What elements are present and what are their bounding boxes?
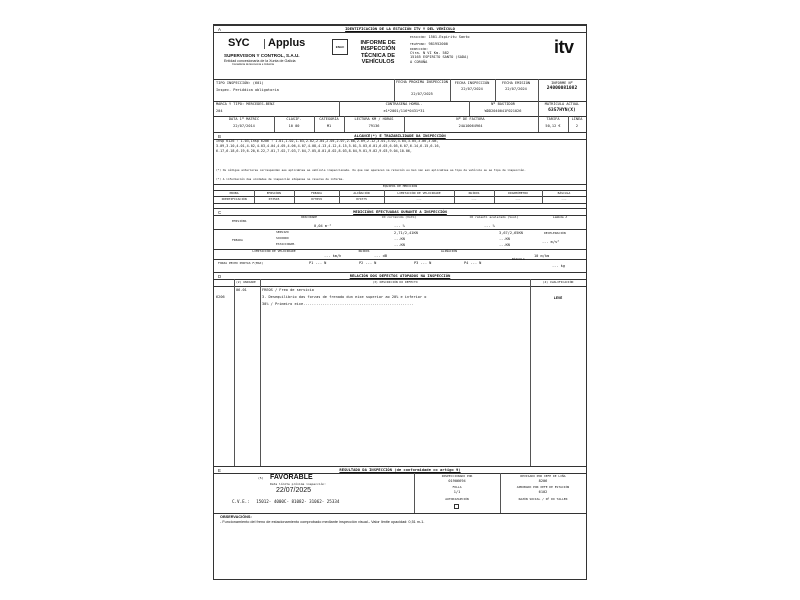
scope-line: 3.09,3.10,4.01,4.02,4.03,4.04,4.05,4.06,4.07,4.08,4.13,4.12,4.15,5.01,5.03,6.01,6.03,6.05,6.07,6.14,6.15,6.16, (216, 144, 441, 148)
logo-divider (264, 39, 265, 49)
equip-header: ALIÑACIÓN (353, 190, 370, 195)
opacity-label: OPACIDADE (300, 215, 318, 219)
next-date-value: 22/07/2025 (276, 487, 312, 494)
divider (494, 190, 495, 203)
enac-seal-icon (332, 39, 348, 55)
insp-type-label: TIPO INSPECCIÓN: (601) (216, 81, 264, 85)
force-value: P3 --- N (414, 261, 432, 265)
postal-value: 15165 ESPIRITO SANTO (SADA) (410, 55, 469, 60)
co-ralenti-label: CO ralentí acelerado (%vol) (469, 215, 519, 219)
reviewed-value: 8206 (538, 479, 548, 483)
approved-label: APROBADO POR XEFE DE ESTACIÓN (516, 485, 570, 489)
insp-date-label: FECHA INSPECCIÓN (454, 81, 490, 85)
next-insp-label: FECHA PRÓXIMA INSPECCIÓN (396, 80, 448, 84)
service-value-rear: 3,67/2,65KN (499, 231, 523, 235)
force-value: P4 --- N (464, 261, 482, 265)
vin-label: Nº BASTIDOR (491, 102, 515, 106)
homol-label: CONTRASEÑA HOMOL. (385, 102, 423, 106)
section-e-bar (214, 466, 586, 474)
sheet-value: 1/1 (453, 490, 461, 494)
defect-insp-code: 6206 (216, 295, 225, 299)
service-value-front: 2,71/2,41KN (394, 231, 418, 235)
company-subtitle: Entidad concesionaria de la Xunta de Galicia (224, 59, 296, 63)
line-value: 2 (575, 124, 579, 128)
scope-note: (*) Os códigos anteriores corresponden aos aplicables ao vehículo inspeccionado. Os que non aparecen na relación ou ben non son aplicables ao tipo de vehículo ou ao tipo de inspección. (216, 168, 526, 172)
issue-date-value: 22/07/2024 (505, 87, 527, 91)
service-label: SERVIZO (276, 230, 289, 234)
result-value: FAVORABLE (270, 474, 313, 481)
divider (234, 279, 235, 467)
noise-value: --- dB (374, 254, 387, 258)
equip-header: PROBA (229, 190, 239, 195)
noise-label: RUÍDOS (358, 249, 370, 253)
report-title: INFORME DE INSPECCIÓN TÉCNICA DE VEHÍCULOS (360, 40, 396, 66)
emissions-label: EMISIÓNS (232, 219, 247, 223)
defect-line: 3. Desequilibrio das forzas de frenado dun eixe superior ao 20% e inferior o (262, 295, 427, 299)
sheet-label: FOLLA (452, 485, 462, 489)
divider (254, 190, 255, 203)
equip-cell: 073545 (268, 197, 280, 201)
invoice-label: Nº DE FACTURA (456, 117, 485, 121)
equip-header: BÁSCULA (557, 190, 571, 195)
cve-value: 15012- 4000C- 81082- 31062- 25334 (256, 499, 340, 504)
opacity-value: 0,04 m⁻¹ (314, 224, 332, 228)
equip-row-label: IDENTIFICACIÓN (221, 197, 247, 201)
class-label: CLASIF. (286, 117, 302, 121)
force-label: FORZA PECHO PORTAS F(MAX) (218, 261, 264, 265)
scale-value: --- kg (552, 264, 565, 268)
equip-cell: 074775 (356, 197, 367, 201)
plate-label: MATRÍCULA ACTUAL (544, 102, 580, 106)
align-label: ALIÑACIÓN (440, 249, 458, 253)
divider (394, 79, 395, 101)
divider (530, 279, 531, 467)
syc-logo (228, 37, 249, 50)
cve-label: C.V.E.: (232, 499, 250, 504)
reg-date-label: DATA 1º MATRIC (228, 117, 260, 121)
equip-header: LIMITACIÓN DE VELOCIDADE (397, 190, 441, 195)
co-corr-label: CO correxido (Vol%) (381, 215, 417, 219)
description-column-header: (3) DESCRICIÓN DO DEFECTO (372, 280, 418, 284)
divider (214, 513, 586, 514)
divider (294, 190, 295, 203)
itv-logo (554, 37, 574, 58)
equip-header: RUÍDOS (468, 190, 480, 195)
lambda-label: Lambda λ (552, 215, 568, 219)
co-ralenti-value: --- % (484, 224, 495, 228)
report-no-value: 24000081082 (546, 86, 578, 91)
equip-cell: --- (416, 197, 422, 201)
enac-text: ENAC (335, 45, 345, 49)
plate-value: 6357HYN(X) (548, 108, 576, 113)
force-value: P2 --- N (359, 261, 377, 265)
align-value: 10 m/km (534, 254, 550, 258)
co-corr-value: --- % (394, 224, 405, 228)
next-insp-value: 22/07/2025 (411, 92, 433, 96)
equipment-title: EQUIPOS DE MEDICIÓN (382, 184, 418, 188)
reg-date-value: 22/07/2014 (233, 124, 255, 128)
section-title: MEDICIÓNS EFECTUADAS DURANTE A INSPECCIÓN (353, 208, 447, 214)
speed-label: LIMITACIÓN DE VELOCIDADE (252, 249, 296, 253)
result-prefix: (5) (258, 476, 264, 480)
station-block (410, 35, 538, 64)
authorization-checkbox[interactable] (454, 504, 459, 509)
next-date-label: Data límite próxima inspección: (270, 482, 326, 486)
homol-value: e1*2001/116*0431*31 (383, 109, 425, 113)
km-value: 79136 (368, 124, 380, 128)
tariff-value: 50,12 € (545, 124, 561, 128)
equip-cell: 073559 (311, 197, 322, 201)
observations-label: OBSERVACIÓNS: (220, 515, 252, 519)
section-letter: E (218, 467, 221, 473)
workshop-label: RAZÓN SOCIAL / Nº DO TALLER (518, 497, 568, 501)
section-title: IDENTIFICACIÓN DE LA ESTACIÓN ITV Y DEL VEHÍCULO (345, 25, 455, 31)
force-value: P1 --- N (309, 261, 327, 265)
observations-text: - Funcionamiento del freno de estacionamiento comprobado mediante inspección visual.- Valor límite opacidad: 0,51 m-1. (220, 520, 425, 524)
scope-note: (*) A información das unidades de inspección atópanse no reverso do informe. (216, 177, 344, 181)
emergency-value-rear: ---KN (499, 237, 510, 241)
invoice-value: 24A10064964 (458, 124, 483, 128)
qualification-column-header: (4) CUALIFICACIÓN (542, 280, 574, 284)
insp-date-value: 22/07/2024 (461, 87, 483, 91)
insp-type-value: Inspec. Periódica obligatoria (216, 88, 279, 92)
divider (454, 190, 455, 203)
divider (260, 279, 261, 467)
unit-column-header: (2) UNIDADE (236, 280, 256, 284)
equip-cell: --- (561, 197, 567, 201)
approved-value: 6102 (538, 490, 548, 494)
parking-label: ESTACIONAM. (276, 242, 296, 246)
section-title: RELACIÓN DOS DEFECTOS ATOPADOS NA INSPECCIÓN (349, 272, 451, 278)
address-label: DIRECCIÓN: (410, 46, 429, 51)
syc-logo-text: SYC (228, 37, 250, 49)
category-label: CATEGORÍA (319, 117, 339, 121)
authorization-label: AUTORIZAPCIÓN (445, 497, 469, 501)
equipment-table (214, 190, 586, 204)
make-label: MARCA Y TIPO: MERCEDES-BENZ (216, 102, 275, 106)
equip-cell: --- (471, 197, 477, 201)
defect-qualification: LEVE (553, 296, 563, 300)
phone-value: 981952000 (428, 42, 448, 47)
parking-value-rear: ---KN (499, 243, 510, 247)
issue-date-label: FECHA EMISIÓN (501, 81, 531, 85)
section-letter: A (218, 26, 221, 32)
scope-line: 6.17,6.18,6.19,6.20,6.22,7.01,7.02,7.03,7.04,7.05,8.01,8.02,8.03,8.04,9.01,9.02,9.03,9.04,10.06, (216, 149, 412, 153)
divider (214, 203, 586, 204)
section-letter: B (218, 133, 221, 139)
inspector-label: INSPECCIONADO POR (441, 474, 473, 478)
station-value: 1501-Espiritu Santo (428, 35, 470, 39)
tariff-label: TARIFA (546, 117, 560, 121)
category-value: M1 (326, 124, 332, 128)
reviewed-label: REVISADO POR XEFE DE LIÑA (520, 474, 566, 478)
itv-logo-text: itv (554, 37, 574, 57)
parking-value-front: ---KN (394, 243, 405, 247)
section-title: ALCANCE(*) E TRAZABILIDADE DA INSPECCIÓN (354, 132, 446, 138)
defect-line: 30% / Primeiro eixe................................................... (262, 302, 414, 306)
station-label: ESTACIÓN: (410, 35, 427, 39)
scope-line: Insp 6126 : 1.03,Insp 6206 : 1.01,1.02,1.03,2.02,2.04,2.05,2.07,2.08,2.09,2.12,3.01,3.02,3.04,3.05,3.06,3.08, (216, 139, 439, 143)
divider (384, 190, 385, 203)
applus-logo-text: Applus (268, 37, 306, 49)
divider (214, 259, 586, 260)
section-letter: D (218, 273, 222, 279)
section-a-bar (214, 25, 586, 33)
divider (339, 190, 340, 203)
class-value: 10 00 (288, 124, 300, 128)
decel-value: --- m/s² (542, 240, 560, 244)
km-label: LECTURA KM / HORAS (354, 117, 394, 121)
report-no-label: INFORME Nº (551, 81, 573, 85)
section-title: RESULTADO DA INSPECCIÓN (de conformidade co artigo 9) (339, 466, 461, 472)
line-label: LÍNEA (571, 117, 583, 121)
cve-block (232, 500, 339, 505)
divider (214, 229, 586, 230)
emergency-label: SOCORRO (276, 236, 289, 240)
inspector-value: 01906694 (448, 479, 466, 483)
equip-cell: --- (515, 197, 521, 201)
address-value: Ctra. N VI Km. 582 (410, 51, 449, 56)
vin-value: WDD2040041F021026 (484, 109, 522, 113)
scale-label: BÁSCULA (512, 257, 525, 261)
company-subtitle-2: Consellería de Economía e Industria (232, 63, 274, 66)
section-letter: C (218, 209, 222, 215)
equip-header: DINAMÓMETRO (508, 190, 528, 195)
divider (542, 190, 543, 203)
speed-value: --- km/h (324, 254, 342, 258)
company-name: SUPERVISION Y CONTROL, S.A.U. (224, 53, 300, 58)
decel-label: DECELERACIÓN (544, 231, 566, 235)
applus-logo (268, 37, 305, 50)
inspection-report (213, 24, 587, 580)
emergency-value-front: ---KN (394, 237, 405, 241)
province-value: A CORUÑA (410, 59, 428, 64)
equip-header: EMISIÓNS (266, 190, 282, 195)
brake-label: FREADA (232, 238, 243, 242)
phone-label: TELÉFONO: (410, 42, 427, 47)
defect-line: FREOS / Freo de servicio (262, 288, 314, 292)
defect-unit-code: 06.01 (236, 288, 247, 292)
make-value: 204 (216, 109, 223, 113)
equip-header: FREADA (311, 190, 322, 195)
